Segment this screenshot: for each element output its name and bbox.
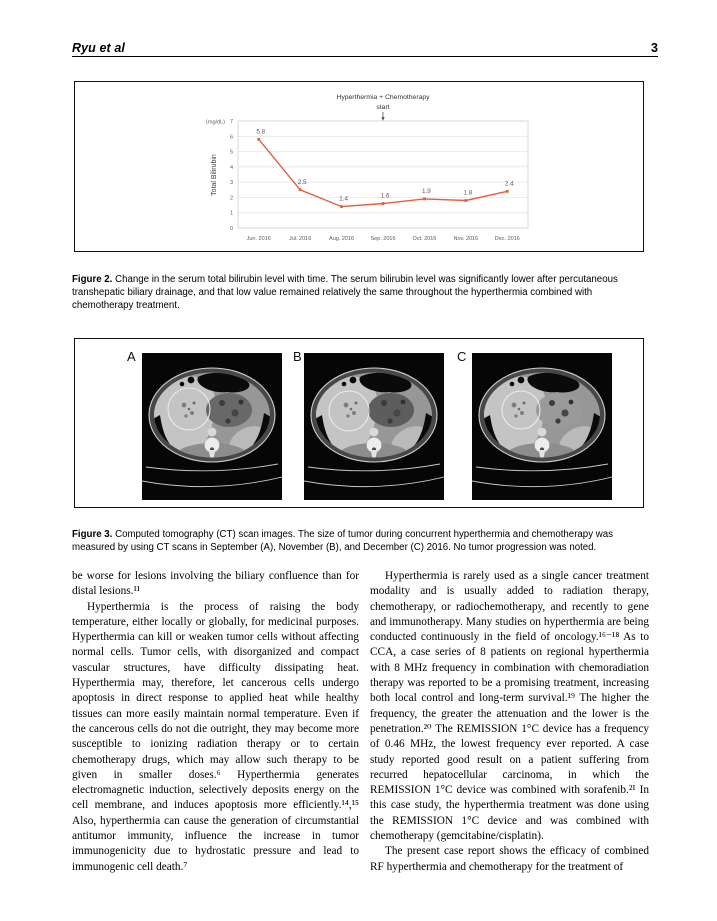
svg-text:Oct. 2016: Oct. 2016 [412, 236, 437, 242]
svg-text:Jun. 2016: Jun. 2016 [246, 236, 271, 242]
svg-text:2.5: 2.5 [297, 178, 307, 186]
svg-text:Aug. 2016: Aug. 2016 [329, 236, 355, 242]
ct-panel-label-a: A [127, 349, 136, 364]
header-rule [72, 56, 658, 57]
ct-panel-label-b: B [293, 349, 302, 364]
svg-text:Jul. 2016: Jul. 2016 [288, 236, 312, 242]
svg-text:2: 2 [229, 195, 233, 202]
figure2-caption-label: Figure 2. [72, 273, 113, 285]
left-column [72, 569, 359, 875]
ct-panel-label-c: C [457, 349, 467, 364]
svg-text:Sep. 2016: Sep. 2016 [370, 236, 396, 242]
svg-text:5: 5 [229, 149, 233, 156]
paragraph: The present case report shows the efficacy of combined RF hyperthermia and chemotherapy for the treatment of [370, 845, 649, 873]
ct-scan-image-c [472, 353, 612, 500]
ct-scan-image-a [142, 353, 282, 500]
figure3-box [74, 338, 644, 508]
svg-text:2.4: 2.4 [504, 180, 514, 188]
svg-text:6: 6 [229, 134, 233, 141]
figure2-caption-text: Change in the serum total bilirubin level with time. The serum bilirubin level was significantly lower after percutaneous transhepatic biliary drainage, and that low value remained relatively the same throughout the hyperthermia combined with chemotherapy treatment. [72, 273, 618, 311]
svg-text:1: 1 [229, 210, 233, 217]
paragraph: Hyperthermia is the process of raising the body temperature, either locally or globally, for medicinal purposes. Hyperthermia can kill or weaken tumor cells without affecting normal cells. Tumor cells, with disorganized and compact vascular structures, have difficulty dissipating heat. Hyperthermia may, therefore, let cancerous cells undergo apoptosis in direct response to applied heat while healthy tissues can more easily maintain normal temperature. Even if the cancerous cells do not die outright, they may become more susceptible to ionizing radiation therapy or to certain chemotherapy drugs, which may allow such therapy to be given in smaller doses.⁶ Hyperthermia generates electromagnetic induction, selectively deposits energy on the cell membrane, and induces apoptosis more efficiently.¹⁴,¹⁵ Also, hyperthermia can cause the generation of circumstantial antitumor immunity, influence the increase in tumor immunogenicity due to hydrostatic pressure and lead to immunogenic cell death.⁷ [72, 600, 359, 873]
figure3-caption-text: Computed tomography (CT) scan images. The size of tumor during concurrent hyperthermia and chemotherapy was measured by using CT scans in September (A), November (B), and December (C) 2016. No tumor progression was noted. [72, 528, 613, 553]
svg-text:1.8: 1.8 [463, 189, 473, 197]
svg-text:7: 7 [229, 119, 233, 125]
ct-scan-image-b [304, 353, 444, 500]
svg-text:5.8: 5.8 [256, 128, 266, 136]
svg-text:3: 3 [229, 180, 233, 187]
figure2-caption [72, 273, 650, 312]
svg-text:1.4: 1.4 [339, 195, 348, 203]
paragraph: Hyperthermia is rarely used as a single cancer treatment modality and is usually added to radiation therapy, chemotherapy, or radiochemotherapy, and recently to gene and immunotherapy. Many studies on hyperthermia are being conducted continuously in the field of oncology.¹⁶⁻¹⁸ As to CCA, a case series of 8 patients on regional hyperthermia with 8 MHz frequency in combination with chemoradiation therapy was reported to be a promising treatment, increasing both local control and long-term survival.¹⁹ The higher the frequency, the greater the attenuation and the lower is the penetration.²⁰ The REMISSION 1°C device has a frequency of 0.46 MHz, the lowest frequency ever reported. A case study reported good result on a patient suffering from recurred hepatocellular carcinoma, in which the REMISSION 1°C device was combined with sorafenib.²¹ In this case study, the hyperthermia treatment was done using the REMISSION 1°C device and was combined with chemotherapy (gemcitabine/cisplatin). [370, 570, 649, 843]
svg-text:0: 0 [229, 226, 233, 232]
svg-text:start: start [376, 104, 390, 111]
paragraph: be worse for lesions involving the biliary confluence than for distal lesions.¹¹ [72, 570, 359, 598]
figure3-caption-label: Figure 3. [72, 528, 113, 540]
svg-text:1.6: 1.6 [380, 192, 390, 200]
bilirubin-chart [75, 82, 641, 249]
right-column [370, 569, 649, 875]
svg-text:Hyperthermia + Chemotherapy: Hyperthermia + Chemotherapy [336, 94, 430, 101]
svg-text:Nov. 2016: Nov. 2016 [453, 236, 479, 242]
figure2-box [74, 81, 644, 252]
page-number: 3 [651, 41, 658, 55]
svg-text:4: 4 [229, 164, 233, 171]
svg-text:Dec. 2016: Dec. 2016 [494, 236, 520, 242]
svg-text:Total Bilirubin: Total Bilirubin [211, 154, 218, 196]
running-head: Ryu et al [72, 41, 125, 55]
figure3-caption [72, 528, 650, 554]
svg-text:1.9: 1.9 [422, 187, 431, 195]
svg-text:(mg/dL): (mg/dL) [206, 119, 225, 126]
